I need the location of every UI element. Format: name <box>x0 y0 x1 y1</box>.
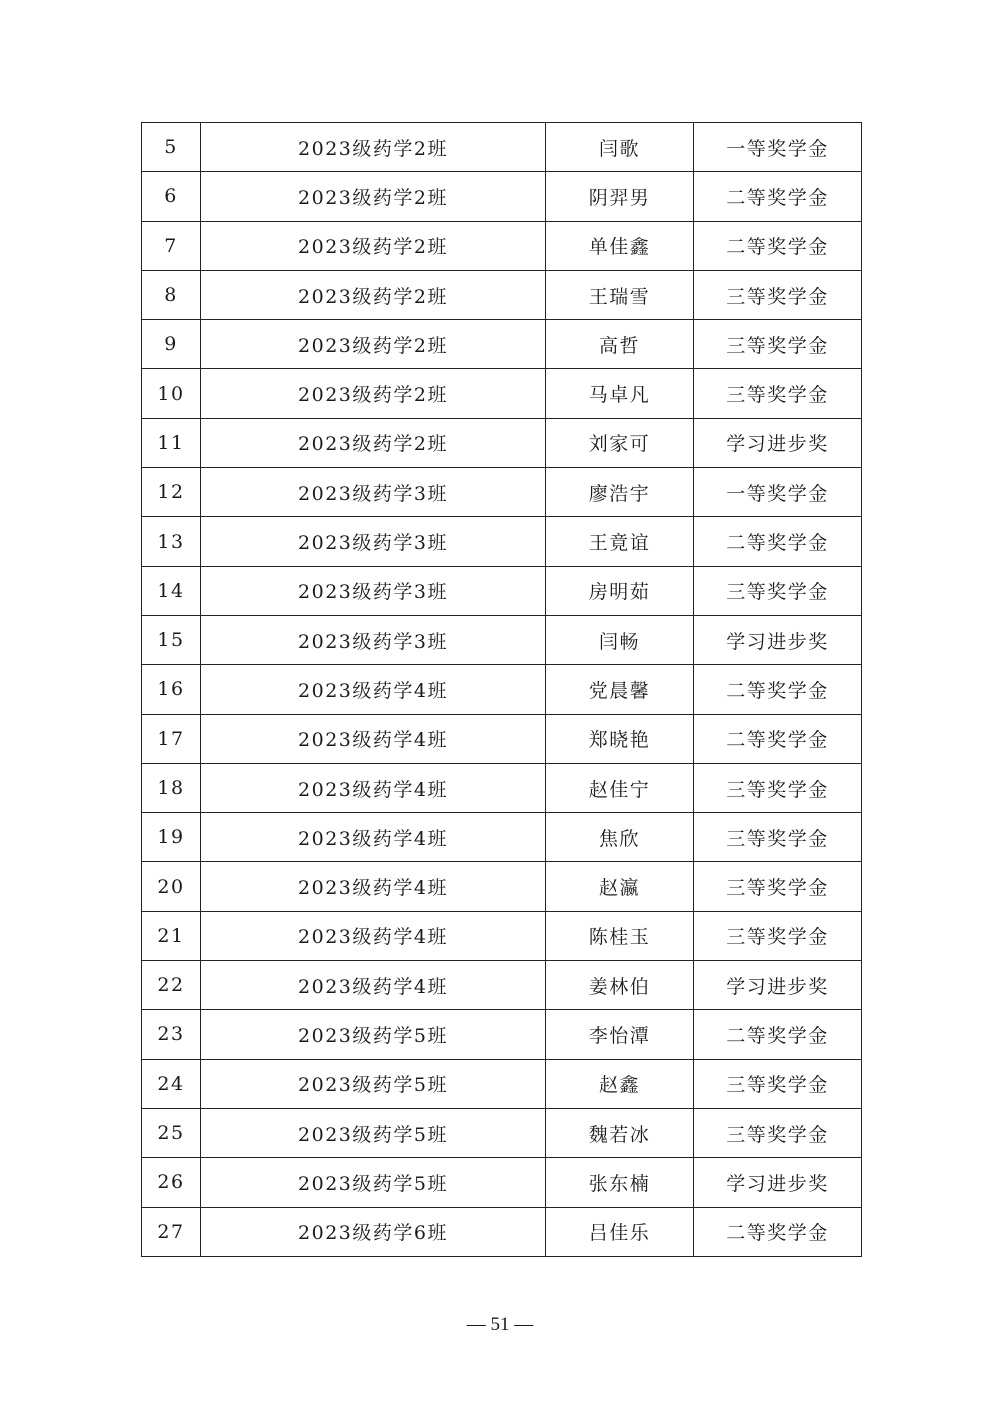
table-row <box>142 468 862 517</box>
row-number-cell: 9 <box>142 320 201 369</box>
table-row <box>142 172 862 221</box>
class-name-cell: 2023级药学4班 <box>201 714 546 763</box>
row-number-cell: 8 <box>142 270 201 319</box>
award-type-cell: 学习进步奖 <box>694 418 862 467</box>
student-name-cell: 赵鑫 <box>546 1059 694 1108</box>
class-name-cell: 2023级药学6班 <box>201 1207 546 1256</box>
student-name-cell: 吕佳乐 <box>546 1207 694 1256</box>
row-number-cell: 23 <box>142 1010 201 1059</box>
student-name-cell: 焦欣 <box>546 813 694 862</box>
table-row <box>142 517 862 566</box>
award-type-cell: 学习进步奖 <box>694 615 862 664</box>
award-type-cell: 三等奖学金 <box>694 1108 862 1157</box>
class-name-cell: 2023级药学4班 <box>201 813 546 862</box>
student-name-cell: 闫畅 <box>546 615 694 664</box>
student-name-cell: 王瑞雪 <box>546 270 694 319</box>
row-number-cell: 6 <box>142 172 201 221</box>
table-row <box>142 961 862 1010</box>
row-number-cell: 26 <box>142 1158 201 1207</box>
class-name-cell: 2023级药学3班 <box>201 517 546 566</box>
table-row <box>142 270 862 319</box>
row-number-cell: 7 <box>142 221 201 270</box>
award-table <box>141 122 862 1257</box>
row-number-cell: 11 <box>142 418 201 467</box>
student-name-cell: 廖浩宇 <box>546 468 694 517</box>
row-number-cell: 15 <box>142 615 201 664</box>
class-name-cell: 2023级药学4班 <box>201 763 546 812</box>
table-row <box>142 813 862 862</box>
award-type-cell: 三等奖学金 <box>694 1059 862 1108</box>
class-name-cell: 2023级药学2班 <box>201 172 546 221</box>
table-row <box>142 418 862 467</box>
row-number-cell: 20 <box>142 862 201 911</box>
class-name-cell: 2023级药学4班 <box>201 862 546 911</box>
student-name-cell: 高哲 <box>546 320 694 369</box>
student-name-cell: 马卓凡 <box>546 369 694 418</box>
award-type-cell: 二等奖学金 <box>694 665 862 714</box>
student-name-cell: 魏若冰 <box>546 1108 694 1157</box>
row-number-cell: 27 <box>142 1207 201 1256</box>
student-name-cell: 赵瀛 <box>546 862 694 911</box>
award-type-cell: 二等奖学金 <box>694 714 862 763</box>
award-type-cell: 一等奖学金 <box>694 468 862 517</box>
table-row <box>142 862 862 911</box>
award-type-cell: 三等奖学金 <box>694 911 862 960</box>
student-name-cell: 王竟谊 <box>546 517 694 566</box>
student-name-cell: 赵佳宁 <box>546 763 694 812</box>
row-number-cell: 5 <box>142 123 201 172</box>
row-number-cell: 17 <box>142 714 201 763</box>
row-number-cell: 25 <box>142 1108 201 1157</box>
table-row <box>142 1010 862 1059</box>
student-name-cell: 阴羿男 <box>546 172 694 221</box>
row-number-cell: 22 <box>142 961 201 1010</box>
student-name-cell: 陈桂玉 <box>546 911 694 960</box>
award-type-cell: 三等奖学金 <box>694 369 862 418</box>
award-type-cell: 二等奖学金 <box>694 1207 862 1256</box>
student-name-cell: 李怡潭 <box>546 1010 694 1059</box>
class-name-cell: 2023级药学5班 <box>201 1158 546 1207</box>
table-row <box>142 665 862 714</box>
student-name-cell: 单佳鑫 <box>546 221 694 270</box>
award-type-cell: 三等奖学金 <box>694 862 862 911</box>
row-number-cell: 24 <box>142 1059 201 1108</box>
award-type-cell: 二等奖学金 <box>694 172 862 221</box>
table-row <box>142 320 862 369</box>
table-row <box>142 566 862 615</box>
student-name-cell: 闫歌 <box>546 123 694 172</box>
table-row <box>142 221 862 270</box>
award-type-cell: 二等奖学金 <box>694 1010 862 1059</box>
award-type-cell: 二等奖学金 <box>694 221 862 270</box>
class-name-cell: 2023级药学5班 <box>201 1059 546 1108</box>
table-row <box>142 1108 862 1157</box>
award-type-cell: 学习进步奖 <box>694 1158 862 1207</box>
row-number-cell: 21 <box>142 911 201 960</box>
student-name-cell: 党晨馨 <box>546 665 694 714</box>
table-row <box>142 763 862 812</box>
award-type-cell: 三等奖学金 <box>694 813 862 862</box>
table-row <box>142 1158 862 1207</box>
student-name-cell: 郑晓艳 <box>546 714 694 763</box>
class-name-cell: 2023级药学3班 <box>201 468 546 517</box>
class-name-cell: 2023级药学3班 <box>201 615 546 664</box>
table-row <box>142 911 862 960</box>
award-table-body <box>142 123 862 1257</box>
class-name-cell: 2023级药学2班 <box>201 418 546 467</box>
row-number-cell: 14 <box>142 566 201 615</box>
class-name-cell: 2023级药学2班 <box>201 270 546 319</box>
award-type-cell: 三等奖学金 <box>694 270 862 319</box>
award-type-cell: 二等奖学金 <box>694 517 862 566</box>
class-name-cell: 2023级药学5班 <box>201 1108 546 1157</box>
table-row <box>142 714 862 763</box>
award-type-cell: 三等奖学金 <box>694 566 862 615</box>
table-row <box>142 615 862 664</box>
award-type-cell: 三等奖学金 <box>694 320 862 369</box>
class-name-cell: 2023级药学2班 <box>201 369 546 418</box>
table-row <box>142 1059 862 1108</box>
class-name-cell: 2023级药学4班 <box>201 911 546 960</box>
row-number-cell: 13 <box>142 517 201 566</box>
class-name-cell: 2023级药学3班 <box>201 566 546 615</box>
table-row <box>142 1207 862 1256</box>
student-name-cell: 刘家可 <box>546 418 694 467</box>
class-name-cell: 2023级药学2班 <box>201 123 546 172</box>
row-number-cell: 19 <box>142 813 201 862</box>
student-name-cell: 张东楠 <box>546 1158 694 1207</box>
award-type-cell: 学习进步奖 <box>694 961 862 1010</box>
table-row <box>142 369 862 418</box>
class-name-cell: 2023级药学4班 <box>201 961 546 1010</box>
award-type-cell: 三等奖学金 <box>694 763 862 812</box>
class-name-cell: 2023级药学5班 <box>201 1010 546 1059</box>
student-name-cell: 姜林伯 <box>546 961 694 1010</box>
row-number-cell: 18 <box>142 763 201 812</box>
class-name-cell: 2023级药学2班 <box>201 320 546 369</box>
class-name-cell: 2023级药学4班 <box>201 665 546 714</box>
student-name-cell: 房明茹 <box>546 566 694 615</box>
row-number-cell: 10 <box>142 369 201 418</box>
row-number-cell: 16 <box>142 665 201 714</box>
class-name-cell: 2023级药学2班 <box>201 221 546 270</box>
award-type-cell: 一等奖学金 <box>694 123 862 172</box>
row-number-cell: 12 <box>142 468 201 517</box>
table-row <box>142 123 862 172</box>
page-number: — 51 — <box>466 1314 534 1335</box>
